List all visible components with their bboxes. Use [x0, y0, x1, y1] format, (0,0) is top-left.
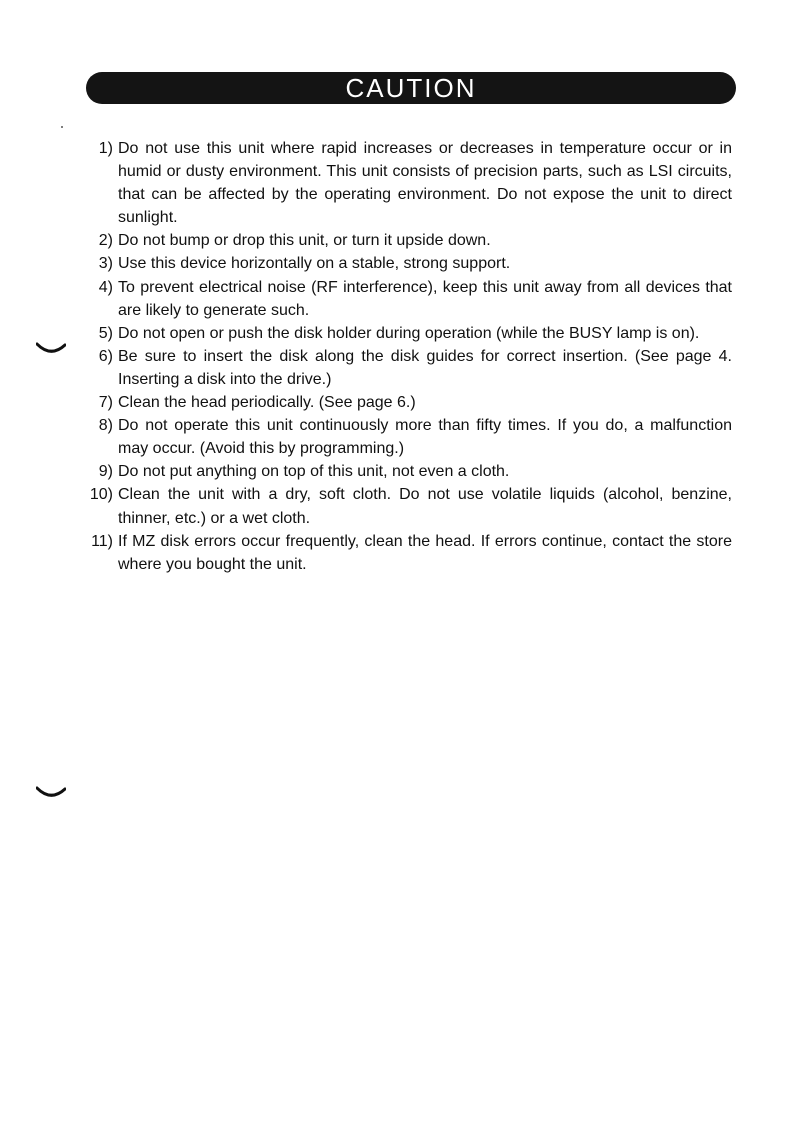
item-number: 1) — [98, 140, 113, 157]
caution-item — [82, 276, 732, 322]
item-number: 5) — [98, 324, 113, 342]
caution-item — [82, 460, 732, 483]
item-number: 6) — [98, 347, 113, 365]
item-number: 11) — [91, 532, 113, 550]
caution-item — [82, 229, 732, 252]
caution-item — [82, 252, 732, 275]
item-text: Do not use this unit where rapid increases or decreases in temperature occur or in humid or dusty environment. This unit consists of precision parts, such as LSI circuits, that can be affected by the operating environment. Do not expose the unit to direct sunlight. — [118, 140, 732, 227]
caution-item — [82, 391, 732, 414]
caution-item — [82, 345, 732, 391]
caution-title: CAUTION — [345, 73, 477, 103]
item-number: 3) — [98, 255, 113, 273]
caution-item — [82, 137, 732, 229]
caution-item — [82, 414, 732, 460]
caution-item — [82, 483, 732, 529]
item-text: Do not bump or drop this unit, or turn it upside down. — [118, 232, 491, 250]
item-number: 10) — [89, 486, 113, 504]
binder-mark-icon — [36, 342, 66, 356]
item-number: 2) — [98, 232, 113, 250]
binder-mark-icon — [36, 786, 66, 800]
item-number: 8) — [98, 417, 113, 435]
scan-speck — [61, 126, 63, 128]
item-text: If MZ disk errors occur frequently, clean the head. If errors continue, contact the store where you bought the unit. — [118, 532, 732, 573]
item-text: Do not put anything on top of this unit, not even a cloth. — [118, 463, 510, 481]
caution-list — [82, 137, 732, 576]
caution-banner — [86, 72, 736, 104]
item-text: Do not operate this unit continuously more than fifty times. If you do, a malfunction may occur. (Avoid this by programming.) — [118, 417, 732, 458]
item-text: Be sure to insert the disk along the disk guides for correct insertion. (See page 4. Inserting a disk into the drive.) — [118, 347, 732, 388]
item-text: Clean the head periodically. (See page 6.) — [118, 394, 416, 412]
item-text: Clean the unit with a dry, soft cloth. Do not use volatile liquids (alcohol, benzine, thinner, etc.) or a wet cloth. — [118, 486, 732, 527]
item-text: Do not open or push the disk holder during operation (while the BUSY lamp is on). — [118, 324, 700, 342]
item-number: 7) — [98, 394, 113, 412]
item-text: Use this device horizontally on a stable, strong support. — [118, 255, 511, 273]
item-text: To prevent electrical noise (RF interference), keep this unit away from all devices that are likely to generate such. — [118, 278, 732, 319]
item-number: 4) — [98, 278, 113, 296]
item-number: 9) — [98, 463, 113, 481]
caution-item — [82, 530, 732, 576]
caution-item — [82, 322, 732, 345]
